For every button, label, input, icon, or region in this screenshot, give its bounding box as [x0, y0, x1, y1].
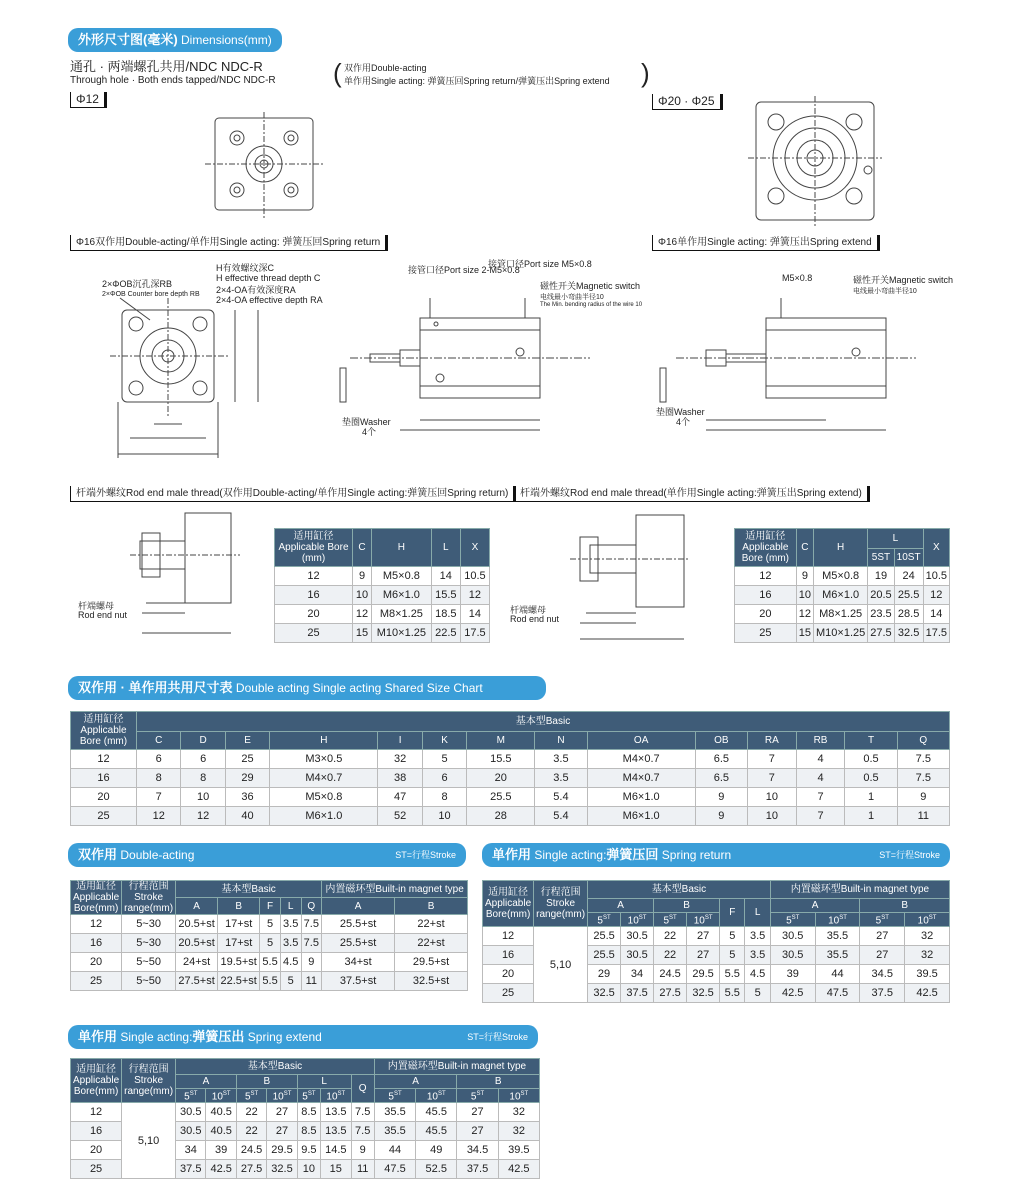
table-cell: 5~30	[122, 934, 176, 953]
table-cell: 27.5	[236, 1160, 266, 1179]
header-line2: Through hole · Both ends tapped/NDC NDC-R	[70, 75, 276, 86]
table-cell: 5.5	[260, 953, 281, 972]
table-cell: M4×0.7	[587, 750, 695, 769]
spring-extend-table: 适用缸径 Applicable Bore(mm) 行程范围 Stroke range(mm) 基本型Basic 内置磁环型Built-in magnet type A B L Q A B 5ST 10ST 5ST 10ST 5ST 10ST 5ST 10ST 5ST 10ST 12 5,10 30.5 40.5 22 27 8.5 13.5 7.5 35.5 45.5 27 32 16 30.5 40.5 22 27 8.5 13.5 7.5 35.5 45.5 27 32 20 34 39 24.5 29.5 9.5 14.5 9 44 49 34.5 39.5 25 37.5 42.5 27.5 32.5 10 15 11 47.5 52.5 37.5 42.5	[70, 1058, 540, 1179]
ann-oa-en: 2×4-OA effective depth RA	[216, 295, 323, 305]
table-cell: 25.5+st	[322, 915, 395, 934]
header-line1: 通孔 · 两端螺孔共用/NDC NDC-R	[70, 59, 263, 74]
paren-open: (	[333, 58, 342, 88]
table-cell: 36	[225, 788, 269, 807]
table-cell: 35.5	[374, 1122, 415, 1141]
table-header-cell: RB	[796, 732, 845, 750]
label-rod-end-1: 杆端外螺纹Rod end male thread(双作用Double-acting/单作用Single acting:弹簧压回Spring return)	[70, 486, 516, 502]
ann-mag2: 电线最小弯曲半径10	[540, 294, 604, 301]
table-cell: 40.5	[206, 1122, 236, 1141]
table-cell: 3.5	[535, 769, 587, 788]
table-row	[71, 769, 950, 788]
table-cell: 52	[378, 807, 422, 826]
table-cell: 5	[260, 915, 281, 934]
table-cell: 35.5	[815, 946, 860, 965]
table-cell: 44	[815, 965, 860, 984]
table-cell: 5.5	[720, 984, 745, 1003]
th-c: C	[353, 529, 372, 567]
phi2025-end-view-drawing	[748, 96, 883, 226]
ann-ob: 2×ΦOB沉孔深RB	[102, 279, 172, 289]
table-cell: 5~30	[122, 915, 176, 934]
table-cell: 29	[225, 769, 269, 788]
table-cell: 27	[687, 927, 720, 946]
table-cell: 1	[845, 788, 897, 807]
table-cell: 45.5	[416, 1103, 457, 1122]
table-cell: 25.5	[588, 946, 621, 965]
table-cell: 38	[378, 769, 422, 788]
table-cell: 5	[260, 934, 281, 953]
table-cell: 25.5	[588, 927, 621, 946]
table-header-cell: A	[322, 898, 395, 915]
table-cell: 15.5	[467, 750, 535, 769]
table-cell: 30.5	[770, 927, 815, 946]
table-cell: 7.5	[301, 934, 322, 953]
table-cell: 6.5	[695, 769, 747, 788]
table-cell: 7	[796, 788, 845, 807]
table-cell: M5×0.8	[270, 788, 378, 807]
table-cell: 22.5+st	[218, 972, 260, 991]
table-cell: 6.5	[695, 750, 747, 769]
table-header-cell: K	[422, 732, 466, 750]
table-header-cell: OB	[695, 732, 747, 750]
table-cell: 9	[897, 788, 949, 807]
table-header-cell: T	[845, 732, 897, 750]
table-header-cell: B	[218, 898, 260, 915]
ann-m5: M5×0.8	[782, 273, 813, 283]
table-header-cell: N	[535, 732, 587, 750]
table-row	[483, 927, 950, 946]
table-cell: 28	[467, 807, 535, 826]
table-cell: 5,10	[122, 1103, 176, 1179]
table-cell: M6×1.0	[270, 807, 378, 826]
phi12-end-view-drawing	[205, 112, 325, 222]
table-cell: 6	[181, 750, 225, 769]
rod-end-table-2: 适用缸径 Applicable Bore (mm) C H L X 5ST 10ST 12 9 M5×0.8 19 24 10.5 16 10 M6×1.0 20.5 25.5 12 20 12 M8×1.25 23.5 28.5 14 25 15 M10×1.25 27.5 32.5 17.5	[734, 528, 950, 643]
table-cell: 13.5	[321, 1103, 351, 1122]
table-cell: 22	[236, 1122, 266, 1141]
table-cell: 47	[378, 788, 422, 807]
table-cell: 10	[297, 1160, 320, 1179]
table-cell: 39.5	[498, 1141, 539, 1160]
table-cell: M4×0.7	[587, 769, 695, 788]
table-cell: 20.5+st	[176, 915, 218, 934]
table-cell: 34+st	[322, 953, 395, 972]
table-cell: 42.5	[498, 1160, 539, 1179]
table-cell: 20	[467, 769, 535, 788]
table-cell: 29.5	[687, 965, 720, 984]
table-cell: 27	[860, 927, 905, 946]
table-cell: 16	[71, 934, 122, 953]
table-cell: 9.5	[297, 1141, 320, 1160]
rod-end-1-drawing	[90, 505, 240, 645]
table-cell: 12	[71, 1103, 122, 1122]
table-cell: 22	[236, 1103, 266, 1122]
table-header-cell: B	[395, 898, 468, 915]
table-cell: 25	[225, 750, 269, 769]
table-cell: 3.5	[280, 915, 301, 934]
table-cell: 27	[687, 946, 720, 965]
table-cell: 12	[137, 807, 181, 826]
table-cell: 32.5	[588, 984, 621, 1003]
table-cell: 22	[654, 927, 687, 946]
table-cell: 25.5+st	[322, 934, 395, 953]
table-cell: 20	[71, 788, 137, 807]
table-cell: 29.5	[267, 1141, 297, 1160]
table-cell: 47.5	[815, 984, 860, 1003]
table-row	[71, 750, 950, 769]
table-row	[71, 915, 468, 934]
table-cell: 24.5	[236, 1141, 266, 1160]
table-cell: 20	[483, 965, 534, 984]
table-cell: 25	[71, 1160, 122, 1179]
table-cell: 7.5	[897, 769, 949, 788]
ann-mag3: The Min. bending radius of the wire 10	[540, 302, 643, 308]
table-cell: 42.5	[905, 984, 950, 1003]
table-row	[71, 788, 950, 807]
table-cell: 4.5	[745, 965, 770, 984]
table-cell: 4.5	[280, 953, 301, 972]
section-dimensions-title: 外形尺寸图(毫米) Dimensions(mm)	[68, 28, 282, 52]
table-cell: 30.5	[621, 927, 654, 946]
table-cell: 39	[206, 1141, 236, 1160]
table-cell: 5~50	[122, 953, 176, 972]
table-cell: 32	[905, 946, 950, 965]
table-cell: 27	[457, 1122, 498, 1141]
table-header-cell: I	[378, 732, 422, 750]
section-spring-return-title: 单作用 Single acting:弹簧压回 Spring return ST=行程Stroke	[482, 843, 950, 867]
ann-four: 4个	[362, 427, 377, 437]
table-cell: 5,10	[534, 927, 588, 1003]
table-cell: 7	[748, 769, 797, 788]
table-cell: 27	[267, 1122, 297, 1141]
table-cell: M6×1.0	[587, 807, 695, 826]
table-header-cell: H	[270, 732, 378, 750]
table-cell: 10	[422, 807, 466, 826]
table-cell: 8	[181, 769, 225, 788]
table-row	[71, 1103, 540, 1122]
table-cell: 9	[351, 1141, 374, 1160]
ann-port2: 接管口径Port size M5×0.8	[488, 259, 592, 269]
table-cell: 5	[422, 750, 466, 769]
table-cell: 25	[71, 972, 122, 991]
table-cell: 44	[374, 1141, 415, 1160]
table-row	[71, 953, 468, 972]
table-cell: 8	[422, 788, 466, 807]
table-cell: 11	[301, 972, 322, 991]
section-spring-extend-title: 单作用 Single acting:弹簧压出 Spring extend ST=行程Stroke	[68, 1025, 538, 1049]
ann-washer: 垫圈Washer	[342, 417, 391, 427]
table-header-cell: E	[225, 732, 269, 750]
table-cell: M4×0.7	[270, 769, 378, 788]
table-cell: 34.5	[860, 965, 905, 984]
table-cell: 34.5	[457, 1141, 498, 1160]
shared-size-table: 适用缸径 Applicable Bore (mm) 基本型Basic C D E H I K M N OA OB RA RB T Q 12 6 6 25 M3×0.5 32 5 15.5 3.5 M4×0.7 6.5 7 4 0.5 7.5 16 8 8 29 M4×0.7 38 6 20 3.5 M4×0.7 6.5 7 4 0.5 7.5 20 7 10 36 M5×0.8 47 8 25.5 5.4 M6×1.0 9 10 7 1 9 25 12 12 40 M6×1.0 52 10 28 5.4 M6×1.0 9 10 7 1 11	[70, 711, 950, 826]
table-cell: 9	[301, 953, 322, 972]
table-cell: 32.5	[687, 984, 720, 1003]
header-note2: 单作用Single acting: 弹簧压回Spring return/弹簧压出Spring extend	[344, 76, 610, 86]
table-cell: 7	[137, 788, 181, 807]
table-cell: 25.5	[467, 788, 535, 807]
th-l: L	[431, 529, 460, 567]
table-cell: 7	[748, 750, 797, 769]
table-cell: 7.5	[351, 1122, 374, 1141]
label-rod-end-2: 杆端外螺纹Rod end male thread(单作用Single acting:弹簧压出Spring extend)	[514, 486, 870, 502]
ann-ob-en: 2×ΦOB Counter bore depth RB	[102, 291, 200, 298]
table-cell: 45.5	[416, 1122, 457, 1141]
table-cell: 40.5	[206, 1103, 236, 1122]
table-cell: 47.5	[374, 1160, 415, 1179]
table-cell: 5	[720, 927, 745, 946]
table-cell: 37.5	[621, 984, 654, 1003]
table-cell: 17+st	[218, 934, 260, 953]
table-cell: 27	[267, 1103, 297, 1122]
table-cell: 35.5	[374, 1103, 415, 1122]
table-cell: 37.5+st	[322, 972, 395, 991]
header-note1: 双作用Double-acting	[344, 63, 427, 73]
table-cell: M6×1.0	[587, 788, 695, 807]
table-cell: 12	[483, 927, 534, 946]
table-cell: 7.5	[301, 915, 322, 934]
table-cell: 8	[137, 769, 181, 788]
table-header-cell: OA	[587, 732, 695, 750]
table-cell: 27	[860, 946, 905, 965]
table-cell: 5~50	[122, 972, 176, 991]
table-cell: 6	[422, 769, 466, 788]
table-cell: 29	[588, 965, 621, 984]
table-cell: 42.5	[770, 984, 815, 1003]
table-row	[71, 807, 950, 826]
rod-end-table-1: 适用缸径 Applicable Bore (mm) C H L X 12 9 M5×0.8 14 10.5 16 10 M6×1.0 15.5 12 20 12 M8×1.25 18.5 14 25 15 M10×1.25 22.5 17.5	[274, 528, 490, 643]
ann-oa: 2×4-OA有效深度RA	[216, 285, 296, 295]
table-cell: 5.4	[535, 807, 587, 826]
table-cell: 17+st	[218, 915, 260, 934]
th-bore: 适用缸径 Applicable Bore (mm)	[275, 529, 353, 567]
table-cell: 16	[483, 946, 534, 965]
table-cell: 5	[745, 984, 770, 1003]
table-header-cell: A	[176, 898, 218, 915]
table-header-cell: Q	[301, 898, 322, 915]
table-cell: 6	[137, 750, 181, 769]
ann-nut-2-en: Rod end nut	[510, 614, 560, 624]
th-h: H	[372, 529, 432, 567]
table-cell: 24+st	[176, 953, 218, 972]
table-cell: 32	[498, 1122, 539, 1141]
table-cell: 12	[71, 915, 122, 934]
table-cell: 24.5	[654, 965, 687, 984]
table-cell: 15	[321, 1160, 351, 1179]
table-cell: M3×0.5	[270, 750, 378, 769]
table-cell: 27.5	[654, 984, 687, 1003]
label-phi2025: Φ20 · Φ25	[652, 94, 723, 110]
table-cell: 25	[71, 807, 137, 826]
table-cell: 3.5	[745, 927, 770, 946]
table-cell: 32	[905, 927, 950, 946]
table-cell: 29.5+st	[395, 953, 468, 972]
table-cell: 39	[770, 965, 815, 984]
table-cell: 37.5	[860, 984, 905, 1003]
table-row	[71, 934, 468, 953]
rod-end-2-drawing	[540, 505, 690, 645]
spring-return-table: 适用缸径 Applicable Bore(mm) 行程范围 Stroke range(mm) 基本型Basic 内置磁环型Built-in magnet type A B F L A B 5ST 10ST 5ST 10ST 5ST 10ST 5ST 10ST 12 5,10 25.5 30.5 22 27 5 3.5 30.5 35.5 27 32 16 25.5 30.5 22 27 5 3.5 30.5 35.5 27 32 20 29 34 24.5 29.5 5.5 4.5 39 44 34.5 39.5 25 32.5 37.5 27.5 32.5 5.5 5 42.5 47.5 37.5 42.5	[482, 880, 950, 1003]
table-cell: 14.5	[321, 1141, 351, 1160]
table-cell: 49	[416, 1141, 457, 1160]
table-cell: 11	[897, 807, 949, 826]
ann-nut-1: 杆端螺母	[78, 601, 115, 611]
table-cell: 0.5	[845, 769, 897, 788]
table-cell: 52.5	[416, 1160, 457, 1179]
table-header-cell: Q	[897, 732, 949, 750]
paren-close: )	[641, 58, 650, 88]
label-phi16-extend: Φ16单作用Single acting: 弹簧压出Spring extend	[652, 235, 880, 251]
table-cell: 39.5	[905, 965, 950, 984]
table-cell: 35.5	[815, 927, 860, 946]
table-cell: 8.5	[297, 1103, 320, 1122]
ann-mag: 磁性开关Magnetic switch	[540, 281, 641, 291]
table-cell: 5.5	[260, 972, 281, 991]
table-cell: 7.5	[897, 750, 949, 769]
table-header-cell: F	[260, 898, 281, 915]
table-cell: 25	[483, 984, 534, 1003]
table-cell: 20.5+st	[176, 934, 218, 953]
table-cell: 3.5	[535, 750, 587, 769]
th-x: X	[460, 529, 489, 567]
table-header-cell: RA	[748, 732, 797, 750]
ann-nut-2: 杆端螺母	[510, 605, 547, 615]
double-acting-table: 适用缸径 Applicable Bore(mm) 行程范围 Stroke range(mm) 基本型Basic 内置磁环型Built-in magnet type A B F L Q A B 12 5~30 20.5+st 17+st 5 3.5 7.5 25.5+st 22+st 16 5~30 20.5+st 17+st 5 3.5 7.5 25.5+st 22+st 20 5~50 24+st 19.5+st 5.5 4.5 9 34+st 29.5+st 25 5~50 27.5+st 22.5+st 5.5 5 11 37.5+st 32.5+st	[70, 880, 468, 991]
table-cell: 37.5	[176, 1160, 206, 1179]
table-cell: 8.5	[297, 1122, 320, 1141]
table-cell: 20	[71, 1141, 122, 1160]
table-row	[71, 972, 468, 991]
table-cell: 9	[695, 788, 747, 807]
table-cell: 20	[71, 953, 122, 972]
table-cell: 34	[176, 1141, 206, 1160]
table-cell: 30.5	[770, 946, 815, 965]
table-cell: 5.5	[720, 965, 745, 984]
table-cell: 10	[181, 788, 225, 807]
table-cell: 3.5	[280, 934, 301, 953]
table-cell: 9	[695, 807, 747, 826]
table-cell: 16	[71, 1122, 122, 1141]
label-phi16-double: Φ16双作用Double-acting/单作用Single acting: 弹簧压回Spring return	[70, 235, 388, 251]
ann-port1: 接管口径Port size 2-M5×0.8	[408, 265, 520, 275]
table-cell: 4	[796, 769, 845, 788]
table-cell: 13.5	[321, 1122, 351, 1141]
table-cell: 32	[378, 750, 422, 769]
table-cell: 30.5	[176, 1122, 206, 1141]
table-cell: 30.5	[176, 1103, 206, 1122]
table-cell: 34	[621, 965, 654, 984]
table-cell: 37.5	[457, 1160, 498, 1179]
table-header-cell: L	[280, 898, 301, 915]
table-cell: 27.5+st	[176, 972, 218, 991]
table-cell: 5	[280, 972, 301, 991]
table-cell: 16	[71, 769, 137, 788]
ann-mag-right: 磁性开关Magnetic switch	[853, 275, 954, 285]
table-cell: 22	[654, 946, 687, 965]
ann-hc: H有效螺纹深C	[216, 263, 274, 273]
table-header-cell: C	[137, 732, 181, 750]
table-cell: 10	[748, 788, 797, 807]
section-shared-title: 双作用 · 单作用共用尺寸表 Double acting Single acting Shared Size Chart	[68, 676, 546, 700]
table-cell: 42.5	[206, 1160, 236, 1179]
table-cell: 5.4	[535, 788, 587, 807]
ann-mag2-right: 电线最小弯曲半径10	[853, 288, 917, 295]
table-cell: 32.5	[267, 1160, 297, 1179]
table-cell: 11	[351, 1160, 374, 1179]
table-cell: 7.5	[351, 1103, 374, 1122]
table-cell: 4	[796, 750, 845, 769]
table-cell: 32.5+st	[395, 972, 468, 991]
table-header-cell: D	[181, 732, 225, 750]
table-cell: 19.5+st	[218, 953, 260, 972]
table-cell: 27	[457, 1103, 498, 1122]
table-cell: 7	[796, 807, 845, 826]
table-header-cell: M	[467, 732, 535, 750]
table-cell: 12	[71, 750, 137, 769]
table-cell: 30.5	[621, 946, 654, 965]
table-cell: 32	[498, 1103, 539, 1122]
table-cell: 22+st	[395, 915, 468, 934]
table-cell: 5	[720, 946, 745, 965]
ann-washer-right: 垫圈Washer	[656, 407, 705, 417]
table-cell: 3.5	[745, 946, 770, 965]
table-cell: 0.5	[845, 750, 897, 769]
table-cell: 22+st	[395, 934, 468, 953]
table-cell: 40	[225, 807, 269, 826]
section-double-acting-title: 双作用 Double-acting ST=行程Stroke	[68, 843, 466, 867]
ann-hc-en: H effective thread depth C	[216, 273, 321, 283]
table-cell: 10	[748, 807, 797, 826]
ann-four-right: 4个	[676, 417, 691, 427]
label-phi12: Φ12	[70, 92, 107, 108]
table-cell: 12	[181, 807, 225, 826]
ann-nut-1-en: Rod end nut	[78, 610, 128, 620]
table-cell: 1	[845, 807, 897, 826]
